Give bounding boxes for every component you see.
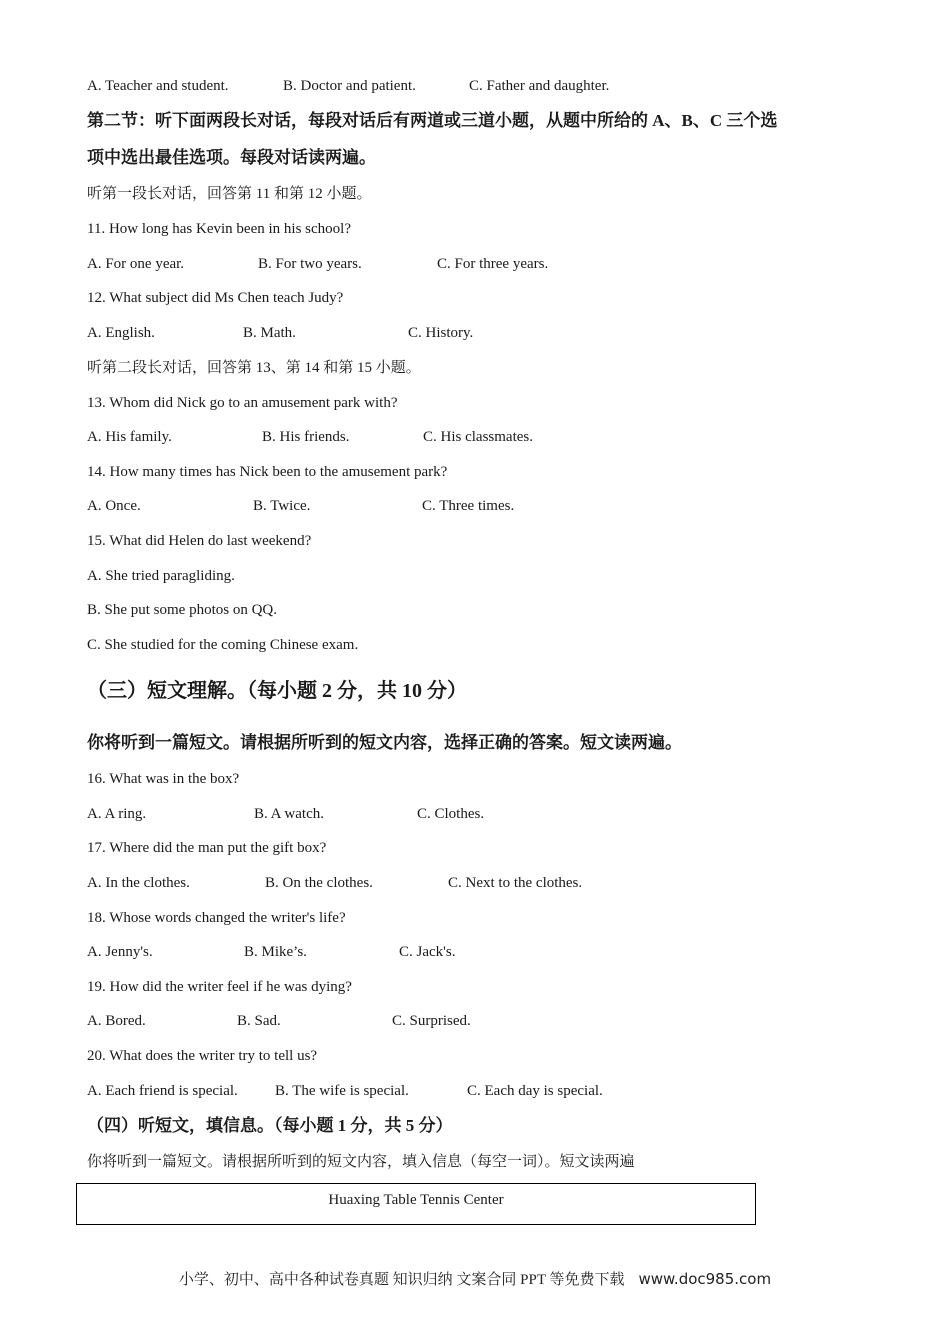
section4-instruction: 你将听到一篇短文。请根据所听到的短文内容，填入信息（每空一词）。短文读两遍 xyxy=(87,1154,635,1170)
footer xyxy=(0,1268,950,1289)
q20-question: 20. What does the writer try to tell us? xyxy=(87,1048,318,1064)
info-table xyxy=(76,1183,756,1225)
q14-option-a: A. Once. xyxy=(87,498,141,514)
q13-option-c: C. His classmates. xyxy=(423,429,533,445)
q14-option-b: B. Twice. xyxy=(253,498,311,514)
q15-option-c: C. She studied for the coming Chinese exam. xyxy=(87,637,359,653)
q11-option-b: B. For two years. xyxy=(258,256,362,272)
q12-question: 12. What subject did Ms Chen teach Judy? xyxy=(87,290,344,306)
q16-option-c: C. Clothes. xyxy=(417,806,485,822)
q19-question: 19. How did the writer feel if he was dying? xyxy=(87,979,352,995)
q12-option-b: B. Math. xyxy=(243,325,296,341)
q11-question: 11. How long has Kevin been in his school? xyxy=(87,221,351,237)
q12-option-a: A. English. xyxy=(87,325,155,341)
section2-instruction-line2: 项中选出最佳选项。每段对话读两遍。 xyxy=(87,148,376,167)
q10-option-b: B. Doctor and patient. xyxy=(283,78,416,94)
q16-option-b: B. A watch. xyxy=(254,806,324,822)
q18-option-a: A. Jenny's. xyxy=(87,944,153,960)
dialogue1-intro: 听第一段长对话，回答第 11 和第 12 小题。 xyxy=(87,186,372,202)
q17-option-c: C. Next to the clothes. xyxy=(448,875,583,891)
q18-option-c: C. Jack's. xyxy=(399,944,456,960)
q12-option-c: C. History. xyxy=(408,325,474,341)
q18-option-b: B. Mike’s. xyxy=(244,944,307,960)
table-title: Huaxing Table Tennis Center xyxy=(328,1192,504,1208)
footer-text: 小学、初中、高中各种试卷真题 知识归纳 文案合同 PPT 等免费下载 xyxy=(178,1272,625,1288)
q15-question: 15. What did Helen do last weekend? xyxy=(87,533,312,549)
q14-question: 14. How many times has Nick been to the amusement park? xyxy=(87,464,448,480)
q14-option-c: C. Three times. xyxy=(422,498,515,514)
q20-option-c: C. Each day is special. xyxy=(467,1083,603,1099)
q10-option-a: A. Teacher and student. xyxy=(87,78,229,94)
q17-question: 17. Where did the man put the gift box? xyxy=(87,840,327,856)
q20-option-b: B. The wife is special. xyxy=(275,1083,409,1099)
q17-option-b: B. On the clothes. xyxy=(265,875,373,891)
q13-option-a: A. His family. xyxy=(87,429,172,445)
q13-question: 13. Whom did Nick go to an amusement park with? xyxy=(87,395,398,411)
q19-option-c: C. Surprised. xyxy=(392,1013,471,1029)
footer-url[interactable]: www.doc985.com xyxy=(638,1270,772,1288)
section3-heading: （三）短文理解。（每小题 2 分，共 10 分） xyxy=(87,680,467,702)
q18-question: 18. Whose words changed the writer's life? xyxy=(87,910,346,926)
q11-option-a: A. For one year. xyxy=(87,256,185,272)
q10-option-c: C. Father and daughter. xyxy=(469,78,610,94)
q16-question: 16. What was in the box? xyxy=(87,771,240,787)
q11-option-c: C. For three years. xyxy=(437,256,549,272)
section2-instruction-line1: 第二节：听下面两段长对话，每段对话后有两道或三道小题，从题中所给的 A、B、C 三个选 xyxy=(87,111,778,130)
q13-option-b: B. His friends. xyxy=(262,429,350,445)
q15-option-b: B. She put some photos on QQ. xyxy=(87,602,278,618)
q19-option-a: A. Bored. xyxy=(87,1013,146,1029)
dialogue2-intro: 听第二段长对话，回答第 13、第 14 和第 15 小题。 xyxy=(87,360,421,376)
q19-option-b: B. Sad. xyxy=(237,1013,281,1029)
section4-heading: （四）听短文，填信息。（每小题 1 分，共 5 分） xyxy=(87,1116,453,1135)
q15-option-a: A. She tried paragliding. xyxy=(87,568,235,584)
q17-option-a: A. In the clothes. xyxy=(87,875,190,891)
section3-instruction: 你将听到一篇短文。请根据所听到的短文内容，选择正确的答案。短文读两遍。 xyxy=(87,733,682,752)
q16-option-a: A. A ring. xyxy=(87,806,147,822)
q20-option-a: A. Each friend is special. xyxy=(87,1083,238,1099)
